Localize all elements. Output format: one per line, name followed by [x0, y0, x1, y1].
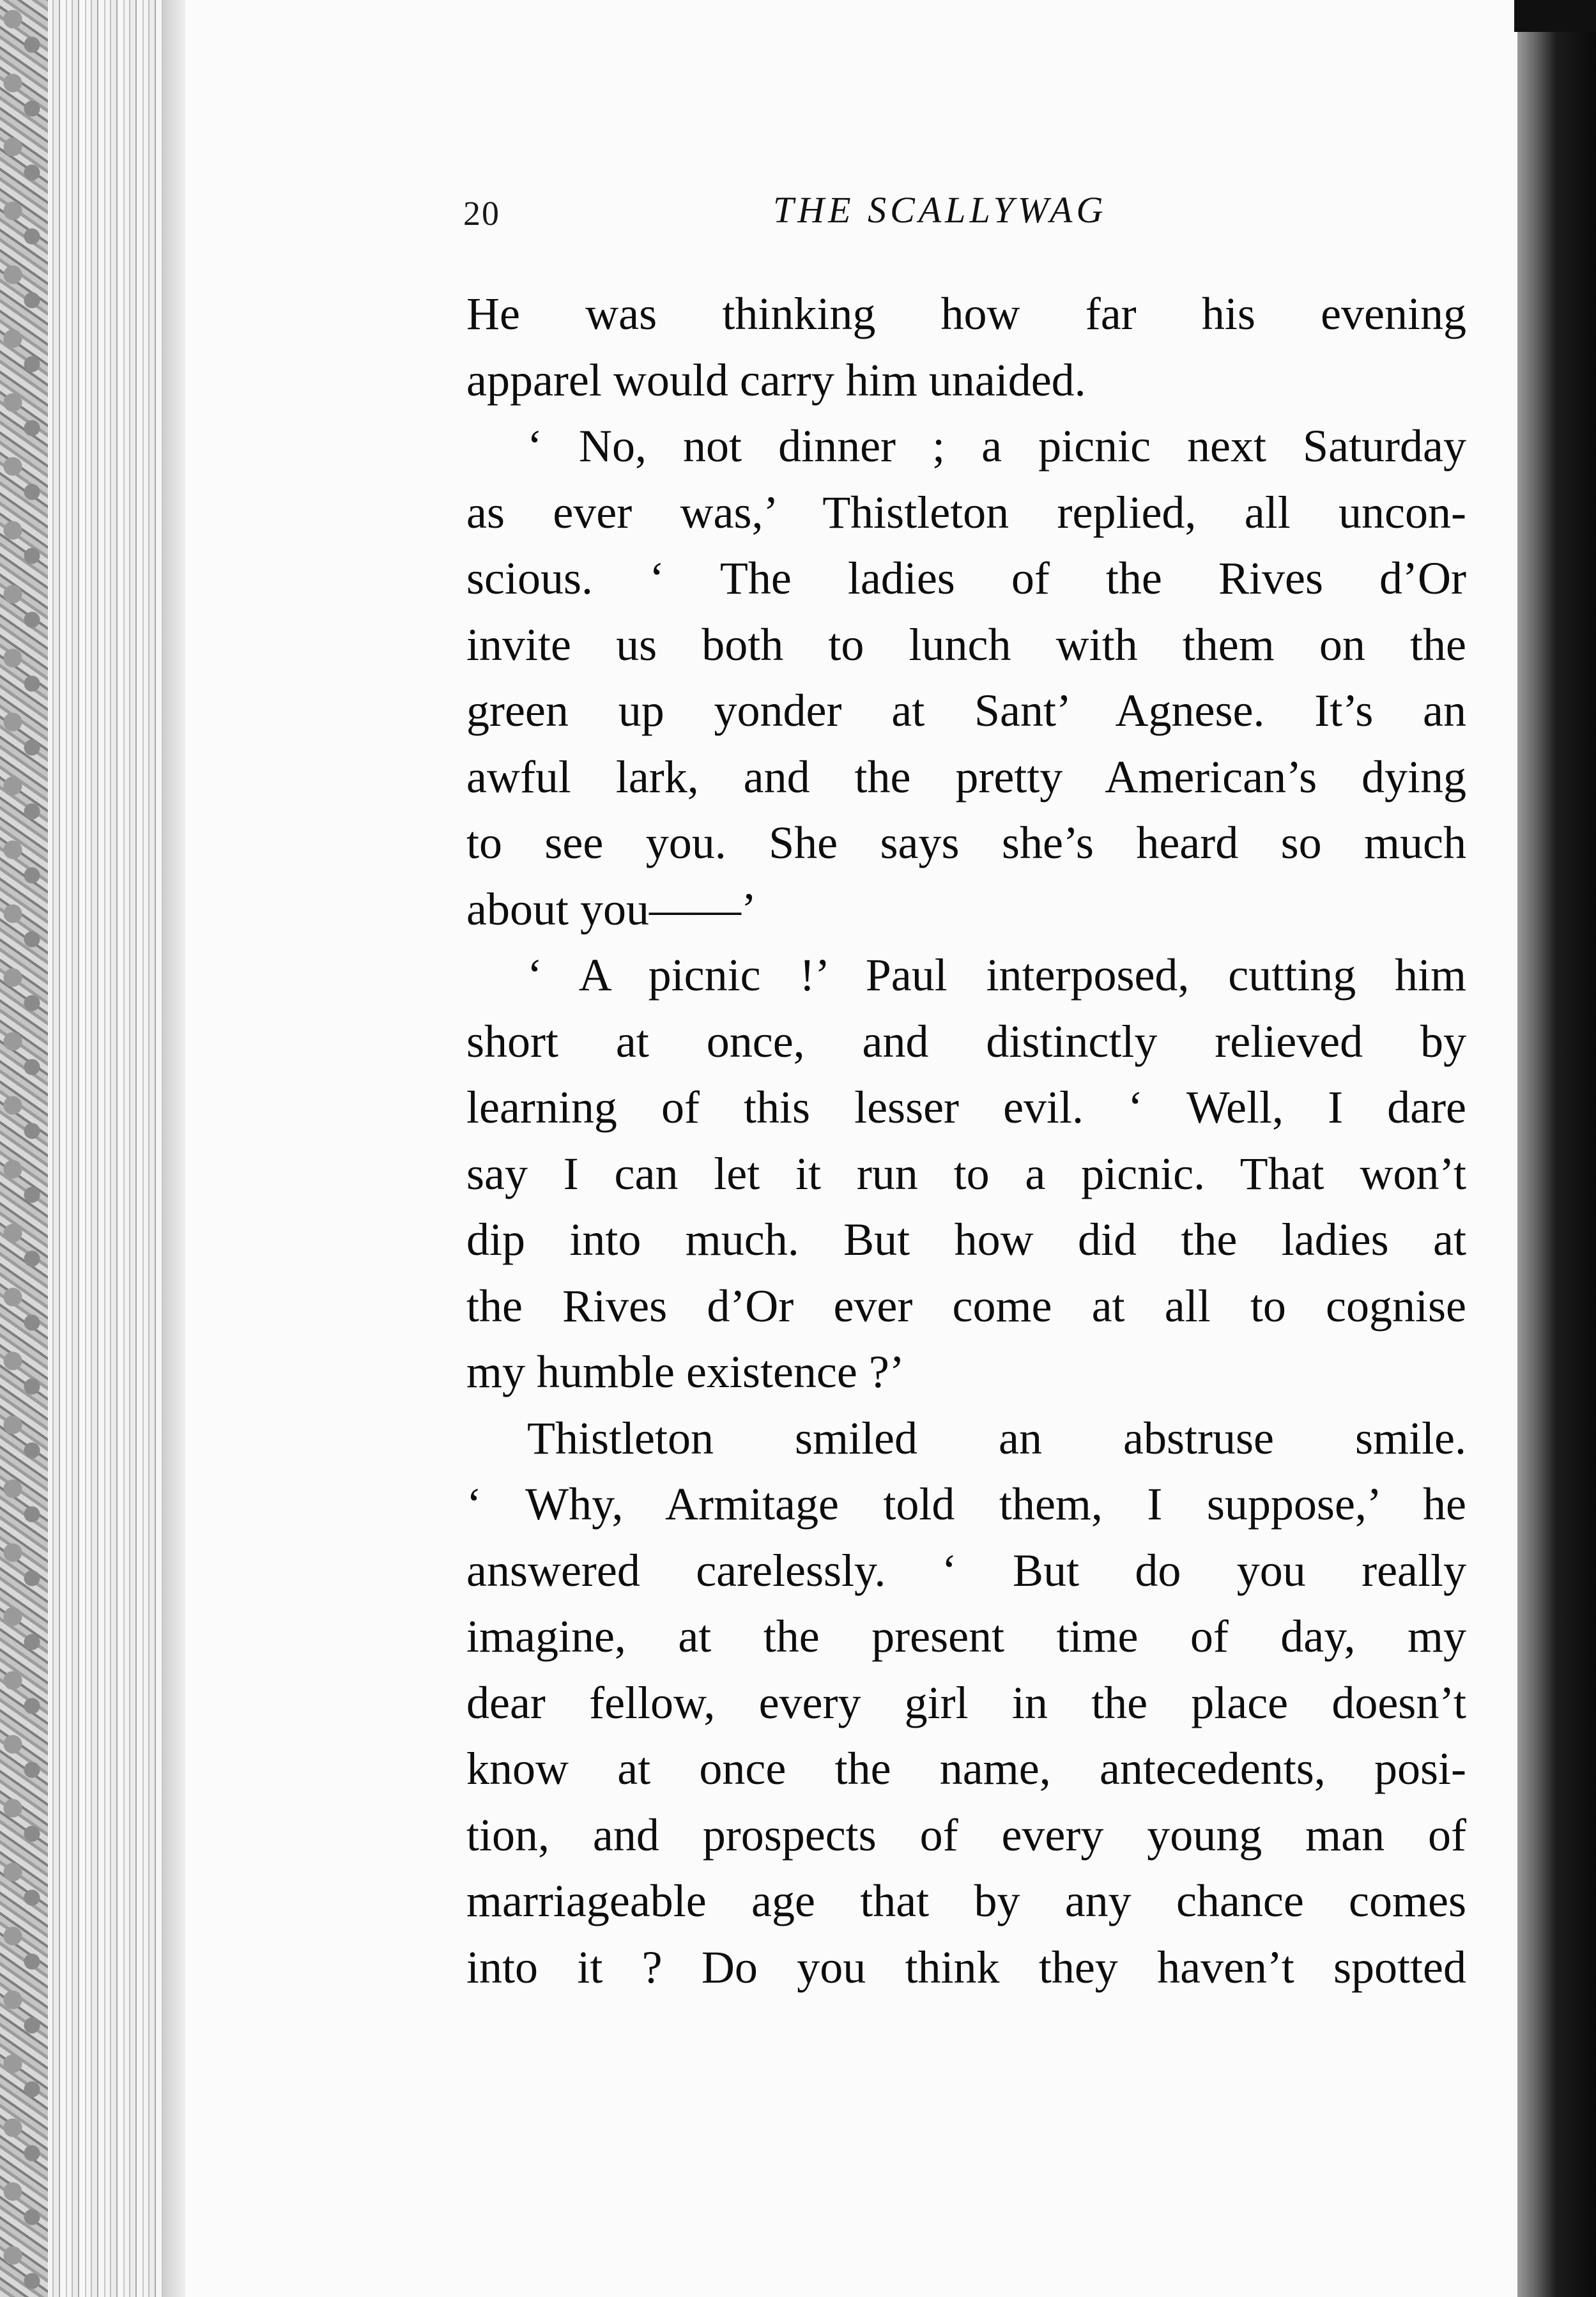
text-line: ‘ Why, Armitage told them, I suppose,’ he [466, 1479, 1466, 1530]
cover-edge-top [1514, 0, 1596, 32]
text-line: my humble existence ?’ [466, 1346, 905, 1397]
text-line: as ever was,’ Thistleton replied, all uncon- [466, 486, 1466, 538]
text-line: dear fellow, every girl in the place doesn’t [466, 1677, 1466, 1728]
text-line: about you——’ [466, 883, 756, 935]
running-head [463, 188, 1473, 240]
text-line: apparel would carry him unaided. [466, 354, 1086, 406]
body-text [466, 281, 1466, 2001]
running-title: THE SCALLYWAG [773, 189, 1107, 231]
page-number: 20 [463, 194, 500, 233]
text-line: to see you. She says she’s heard so much [466, 817, 1466, 868]
text-line: Thistleton smiled an abstruse smile. [527, 1412, 1466, 1464]
text-line: imagine, at the present time of day, my [466, 1611, 1466, 1662]
text-line: the Rives d’Or ever come at all to cognise [466, 1280, 1466, 1332]
text-line: say I can let it run to a picnic. That won’t [466, 1148, 1466, 1199]
marbled-binding [0, 0, 48, 2297]
text-line: learning of this lesser evil. ‘ Well, I dare [466, 1082, 1466, 1133]
text-line: know at once the name, antecedents, posi- [466, 1743, 1466, 1794]
text-line: answered carelessly. ‘ But do you really [466, 1544, 1466, 1596]
text-line: awful lark, and the pretty American’s dying [466, 751, 1466, 803]
page-edges [48, 0, 176, 2297]
page-edge-shade [163, 0, 188, 2297]
text-line: ‘ A picnic !’ Paul interposed, cutting him [527, 949, 1466, 1001]
text-line: dip into much. But how did the ladies at [466, 1214, 1466, 1265]
text-line: marriageable age that by any chance comes [466, 1875, 1466, 1926]
cover-edge [1517, 0, 1596, 2297]
text-line: ‘ No, not dinner ; a picnic next Saturday [527, 420, 1466, 472]
text-line: invite us both to lunch with them on the [466, 618, 1466, 670]
text-line: tion, and prospects of every young man of [466, 1809, 1466, 1861]
text-line: green up yonder at Sant’ Agnese. It’s an [466, 685, 1466, 736]
text-line: He was thinking how far his evening [466, 288, 1466, 339]
text-line: into it ? Do you think they haven’t spotted [466, 1941, 1466, 1993]
text-line: scious. ‘ The ladies of the Rives d’Or [466, 553, 1466, 604]
text-line: short at once, and distinctly relieved by [466, 1015, 1466, 1067]
